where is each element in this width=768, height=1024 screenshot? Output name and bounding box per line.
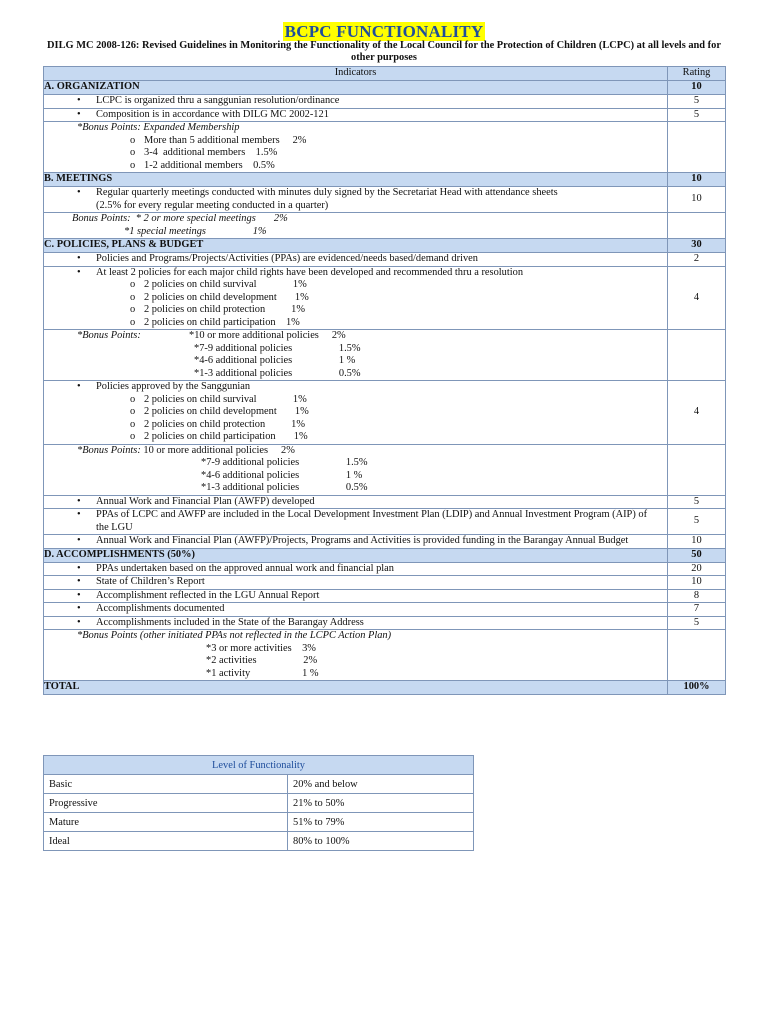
indicator-rating: 5: [668, 509, 726, 535]
table-row: [44, 95, 726, 109]
indicator-rating: 5: [668, 108, 726, 122]
indicators-header: Indicators: [44, 67, 668, 81]
bonus-row: [44, 330, 726, 381]
rating-header: Rating: [668, 67, 726, 81]
section-a-row: [44, 81, 726, 95]
indicator-rating: 8: [668, 589, 726, 603]
table-row: [44, 832, 474, 851]
total-row: [44, 681, 726, 695]
bonus-item: *7-9 additional policies 1.5%: [194, 342, 361, 354]
bonus-item: *1-3 additional policies 0.5%: [201, 482, 368, 493]
sub-item: o 2 policies on child participation 1%: [44, 317, 667, 330]
indicator-text: • Composition is in accordance with DILG MC 2002-121: [44, 109, 667, 122]
document-subtitle: DILG MC 2008-126: Revised Guidelines in Monitoring the Functionality of the Local Council for the Protection of Children (LCPC) at all levels and for other purposes: [47, 40, 721, 63]
section-a-rating: 10: [668, 81, 726, 95]
level-name: Basic: [44, 775, 288, 794]
bonus-item: *4-6 additional policies 1 %: [201, 469, 363, 481]
indicator-text: • At least 2 policies for each major child rights have been developed and recommended thru a resolution: [44, 267, 667, 280]
bonus-row: [44, 122, 726, 173]
table-row: [44, 253, 726, 267]
table-row: [44, 589, 726, 603]
indicator-rating: 2: [668, 253, 726, 267]
level-range: 21% to 50%: [288, 794, 474, 813]
bonus-label: *Bonus Points: Expanded Membership: [77, 122, 240, 133]
indicator-text: • PPAs undertaken based on the approved annual work and financial plan: [44, 563, 667, 576]
table-row: [44, 794, 474, 813]
section-b-label: B. MEETINGS: [44, 173, 668, 187]
document-title: BCPC FUNCTIONALITY: [284, 22, 484, 41]
indicator-rating: 4: [668, 381, 726, 445]
table-row: [44, 813, 474, 832]
bonus-row: [44, 444, 726, 495]
indicator-text: • Accomplishment reflected in the LGU Annual Report: [44, 590, 667, 603]
section-a-label: A. ORGANIZATION: [44, 81, 668, 95]
level-range: 20% and below: [288, 775, 474, 794]
sub-item: o 2 policies on child survival 1%: [44, 279, 667, 292]
table-row: [44, 775, 474, 794]
indicator-rating: 10: [668, 576, 726, 590]
bonus-item: o 1-2 additional members 0.5%: [44, 160, 667, 173]
table-row: [44, 495, 726, 509]
section-c-label: C. POLICIES, PLANS & BUDGET: [44, 239, 668, 253]
level-range: 51% to 79%: [288, 813, 474, 832]
level-name: Ideal: [44, 832, 288, 851]
sub-item: o 2 policies on child development 1%: [44, 292, 667, 305]
table-row: [44, 266, 726, 330]
table-row: [44, 187, 726, 213]
bonus-item: 10 or more additional policies 2%: [140, 444, 295, 456]
total-label: TOTAL: [44, 681, 668, 695]
sub-item: o 2 policies on child protection 1%: [44, 419, 667, 432]
bonus-item: *1-3 additional policies 0.5%: [194, 367, 361, 379]
indicator-note: (2.5% for every regular meeting conducted in a quarter): [96, 199, 329, 211]
bonus-item: *1 activity 1 %: [206, 667, 319, 679]
section-b-row: [44, 173, 726, 187]
sub-item: o 2 policies on child survival 1%: [44, 394, 667, 407]
sub-item: o 2 policies on child participation 1%: [44, 431, 667, 444]
sub-item: o 2 policies on child development 1%: [44, 406, 667, 419]
indicator-text: • Policies and Programs/Projects/Activities (PPAs) are evidenced/needs based/demand driven: [44, 253, 667, 266]
indicator-rating: 10: [668, 535, 726, 549]
bonus-item: *2 activities 2%: [206, 655, 318, 666]
section-d-row: [44, 548, 726, 562]
indicator-text: • Regular quarterly meetings conducted with minutes duly signed by the Secretariat Head with attendance sheets: [44, 187, 667, 200]
indicator-text: • Policies approved by the Sanggunian: [44, 381, 667, 394]
sub-item: o 2 policies on child protection 1%: [44, 304, 667, 317]
indicator-rating: 5: [668, 495, 726, 509]
bonus-line: *1 special meetings 1%: [124, 225, 267, 237]
table-row: [44, 381, 726, 445]
indicator-text: • Annual Work and Financial Plan (AWFP)/Projects, Programs and Activities is provided funding in the Barangay Annual Budget: [44, 535, 667, 548]
indicator-text: • Accomplishments included in the State of the Barangay Address: [44, 617, 667, 630]
table-row: [44, 535, 726, 549]
section-c-row: [44, 239, 726, 253]
indicator-text: • PPAs of LCPC and AWFP are included in the Local Development Investment Plan (LDIP) and Annual Investment Program (AIP) of the LGU: [44, 509, 667, 534]
level-name: Mature: [44, 813, 288, 832]
indicator-text: • State of Children’s Report: [44, 576, 667, 589]
level-name: Progressive: [44, 794, 288, 813]
section-b-rating: 10: [668, 173, 726, 187]
table-row: [44, 576, 726, 590]
bonus-label: *Bonus Points:: [77, 444, 141, 456]
levels-title: Level of Functionality: [44, 756, 474, 775]
bonus-label: *Bonus Points:: [77, 330, 141, 341]
section-c-rating: 30: [668, 239, 726, 253]
level-range: 80% to 100%: [288, 832, 474, 851]
table-row: [44, 616, 726, 630]
indicator-rating: 4: [668, 266, 726, 330]
indicator-rating: 5: [668, 616, 726, 630]
bonus-item: *4-6 additional policies 1 %: [194, 355, 356, 366]
table-row: [44, 108, 726, 122]
document-title-wrap: [0, 22, 768, 42]
indicator-rating: 5: [668, 95, 726, 109]
section-d-rating: 50: [668, 548, 726, 562]
bonus-item: *7-9 additional policies 1.5%: [201, 457, 368, 468]
indicator-rating: 7: [668, 603, 726, 617]
indicator-rating: 10: [668, 187, 726, 213]
bonus-item: o More than 5 additional members 2%: [44, 135, 667, 148]
bonus-row: [44, 213, 726, 239]
bonus-row: [44, 630, 726, 681]
table-row: [44, 562, 726, 576]
indicator-rating: 20: [668, 562, 726, 576]
indicator-text: • LCPC is organized thru a sanggunian resolution/ordinance: [44, 95, 667, 108]
indicator-text: • Annual Work and Financial Plan (AWFP) developed: [44, 496, 667, 509]
total-rating: 100%: [668, 681, 726, 695]
indicator-text: • Accomplishments documented: [44, 603, 667, 616]
bonus-item: o 3-4 additional members 1.5%: [44, 147, 667, 160]
levels-table: [43, 755, 474, 851]
table-header-row: [44, 67, 726, 81]
levels-header-row: [44, 756, 474, 775]
table-row: [44, 509, 726, 535]
section-d-label: D. ACCOMPLISHMENTS (50%): [44, 548, 668, 562]
functionality-table: [43, 66, 726, 695]
table-row: [44, 603, 726, 617]
bonus-item: *3 or more activities 3%: [206, 642, 316, 654]
bonus-item: *10 or more additional policies 2%: [189, 330, 346, 341]
bonus-label: *Bonus Points (other initiated PPAs not reflected in the LCPC Action Plan): [77, 630, 392, 641]
bonus-line: Bonus Points: * 2 or more special meetings 2%: [72, 213, 288, 224]
